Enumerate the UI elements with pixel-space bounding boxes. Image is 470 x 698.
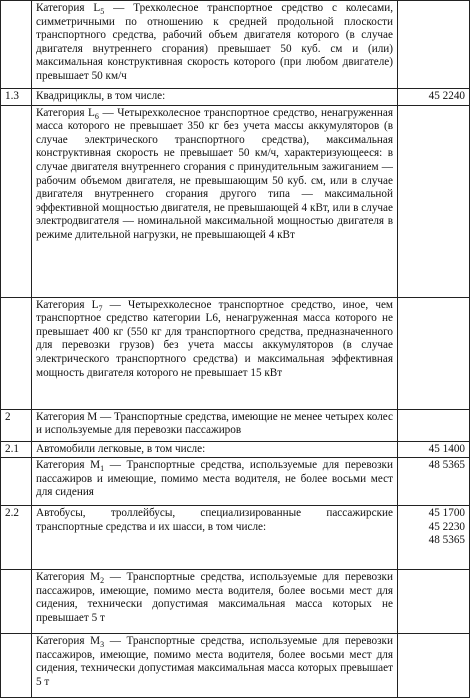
category-prefix: Категория L: [36, 298, 99, 311]
row-description: [32, 441, 398, 458]
row-number-text: 1.3: [5, 90, 19, 102]
row-number: [1, 634, 32, 698]
row-description: [32, 89, 398, 106]
description-text: Автомобили легковые, в том числе:: [36, 442, 206, 455]
table-row: [1, 506, 470, 570]
classification-code: 48 5365: [428, 459, 465, 472]
table-row: [1, 89, 470, 106]
row-codes: [398, 409, 470, 441]
table-row: [1, 409, 470, 441]
description-text: Категория М — Транспортные средства, имеющие не менее четырех колес и используемые для перевозки пассажиров: [36, 410, 393, 437]
row-codes: [398, 506, 470, 570]
row-description: [32, 506, 398, 570]
row-number: [1, 570, 32, 634]
row-description: [32, 458, 398, 506]
category-prefix: Категория L: [36, 2, 101, 14]
row-description: [32, 634, 398, 698]
row-number: [1, 89, 32, 106]
row-codes: [398, 297, 470, 409]
description-text: — Транспортные средства, используемые для перевозки пассажиров и имеющие, помимо места водителя, не более восьми мест для сидения: [36, 459, 393, 499]
description-text: — Транспортные средства, используемые для перевозки пассажиров, имеющие, помимо места водителя, более восьми мест для сидения, технически допустимая максимальная масса которых не превышает 5 т: [36, 571, 393, 624]
row-number-text: 2.2: [5, 507, 19, 520]
row-codes: [398, 89, 470, 106]
category-prefix: Категория M: [36, 635, 101, 648]
row-number: [1, 441, 32, 458]
category-prefix: Категория M: [36, 459, 101, 472]
category-subscript: 1: [100, 464, 105, 474]
table-row: [1, 105, 470, 297]
row-number: [1, 105, 32, 297]
category-subscript: 3: [100, 640, 105, 650]
row-number: [1, 297, 32, 409]
classification-code: 48 5365: [428, 534, 465, 547]
row-number: [1, 506, 32, 570]
category-subscript: 5: [100, 7, 105, 17]
classification-code: 45 2230: [428, 520, 465, 533]
description-text: — Четырехколесное транспортное средство, иное, чем транспортное средство категории L6, ненагруженная масса которого не превышает 400 кг (550 кг для транспортного средства, предназначенного для перевозки грузов) без учета массы аккумуляторов (в случае электрического транспортного средства) и максимальная эффективная мощность двигателя которого не превышает 15 кВт: [36, 298, 394, 379]
description-text: — Транспортные средства, используемые для перевозки пассажиров, имеющие, помимо места водителя, более восьми мест для сидения, технически допустимая максимальная масса которых превышает 5 т: [36, 635, 393, 688]
row-number: [1, 409, 32, 441]
description-text: — Трехколесное транспортное средство с колесами, симметричными по отношению к средней продольной плоскости транспортного средства, рабочий объем двигателя которого (в случае двигателя внутреннего сгорания) превышает 50 куб. см и (или) максимальная конструктивная скорость которого (при любом двигателе) превышает 50 км/ч: [36, 2, 393, 82]
row-codes: [398, 105, 470, 297]
row-codes: [398, 458, 470, 506]
row-description: [32, 409, 398, 441]
category-prefix: Категория M: [36, 571, 101, 584]
description-text: Квадрициклы, в том числе:: [36, 90, 166, 102]
table-row: [1, 634, 470, 698]
row-description: [32, 105, 398, 297]
classification-code: 45 2240: [428, 90, 465, 102]
row-codes: [398, 570, 470, 634]
classification-code: 45 1400: [428, 442, 465, 455]
category-subscript: 7: [98, 303, 103, 313]
description-text: — Четырехколесное транспортное средство, ненагруженная масса которого не превышает 350 кг без учета массы аккумуляторов (в случае электрического транспортного средства), максимальная конструктивная скорость не превышает 50 км/ч, характеризующееся: в случае двигателя внутреннего сгорания с принудительным зажиганием — рабочим объемом двигателя, не превышающим 50 куб. см, или в случае двигателя внутреннего сгорания другого типа — максимальной эффективной мощностью двигателя, не превышающей 4 кВт, или в случае электродвигателя — номинальной максимальной мощностью двигателя в режиме длительной нагрузки, не превышающей 4 кВт: [36, 106, 393, 241]
row-codes: [398, 441, 470, 458]
category-subscript: 6: [94, 111, 99, 121]
table-row: [1, 570, 470, 634]
row-number: [1, 458, 32, 506]
row-codes: [398, 1, 470, 89]
row-description: [32, 570, 398, 634]
row-number-text: 2: [5, 410, 11, 423]
description-text: Автобусы, троллейбусы, специализированные пассажирские транспортные средства и их шасси, в том числе:: [36, 507, 393, 533]
table-row: [1, 458, 470, 506]
category-prefix: Категория L: [36, 106, 95, 119]
row-number: [1, 1, 32, 89]
category-subscript: 2: [100, 576, 105, 586]
classification-code: 45 1700: [428, 507, 465, 520]
row-description: [32, 297, 398, 409]
table-row: [1, 441, 470, 458]
row-codes: [398, 634, 470, 698]
row-number-text: 2.1: [5, 442, 19, 455]
table-row: [1, 297, 470, 409]
row-description: [32, 1, 398, 89]
table-row: [1, 1, 470, 89]
